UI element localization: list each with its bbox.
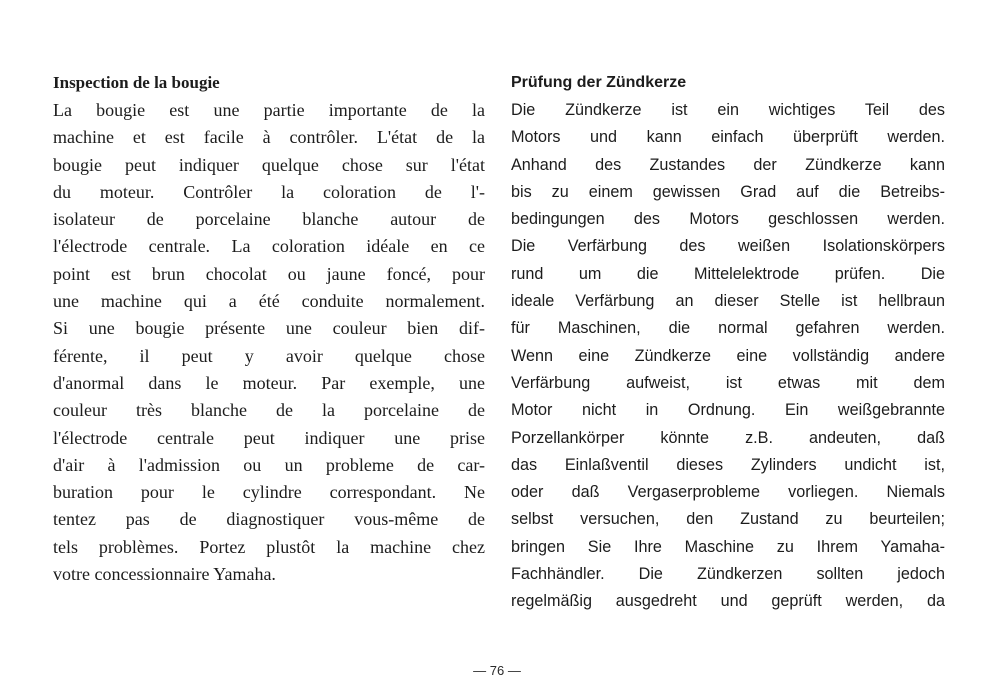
german-text-line: bringen Sie Ihre Maschine zu Ihrem Yamaha- xyxy=(511,537,945,556)
french-heading: Inspection de la bougie xyxy=(53,73,220,92)
french-column xyxy=(53,70,485,588)
french-text-line: bougie peut indiquer quelque chose sur l'état xyxy=(53,154,485,175)
german-text-line: bis zu einem gewissen Grad auf die Betreibs- xyxy=(511,182,945,201)
french-text-line: point est brun chocolat ou jaune foncé, pour xyxy=(53,263,485,284)
french-text-line: Si une bougie présente une couleur bien dif- xyxy=(53,318,485,339)
french-text-line: couleur très blanche de la porcelaine de xyxy=(53,400,485,421)
german-text-line: Verfärbung aufweist, ist etwas mit dem xyxy=(511,373,945,392)
german-text-line: Die Zündkerze ist ein wichtiges Teil des xyxy=(511,101,945,119)
french-text-line: buration pour le cylindre correspondant. Ne xyxy=(53,482,485,503)
french-text-line: La bougie est une partie importante de la xyxy=(53,100,485,120)
french-text-line: l'électrode centrale. La coloration idéale en ce xyxy=(53,236,485,257)
french-paragraph xyxy=(53,97,485,588)
german-paragraph xyxy=(511,97,945,616)
french-text-line: du moteur. Contrôler la coloration de l'- xyxy=(53,181,485,202)
french-text-line: tels problèmes. Portez plustôt la machine chez xyxy=(53,536,485,557)
page-number: — 76 — xyxy=(473,663,521,678)
german-text-line: oder daß Vergaserprobleme vorliegen. Niemals xyxy=(511,483,945,502)
german-text-line: Porzellankörper könnte z.B. andeuten, daß xyxy=(511,428,945,447)
german-text-line: rund um die Mittelelektrode prüfen. Die xyxy=(511,264,945,283)
french-text-line: l'électrode centrale peut indiquer une prise xyxy=(53,427,485,448)
german-text-line: Anhand des Zustandes der Zündkerze kann xyxy=(511,155,945,174)
german-text-line: Die Verfärbung des weißen Isolationskörpers xyxy=(511,237,945,256)
german-text-line: das Einlaßventil dieses Zylinders undicht ist, xyxy=(511,455,945,474)
german-text-line: Motor nicht in Ordnung. Ein weißgebrannte xyxy=(511,401,945,420)
french-text-line: isolateur de porcelaine blanche autour de xyxy=(53,209,485,230)
german-text-line: Wenn eine Zündkerze eine vollständig andere xyxy=(511,346,945,365)
german-text-line: Motors und kann einfach überprüft werden. xyxy=(511,128,945,147)
german-text-line: selbst versuchen, den Zustand zu beurteilen; xyxy=(511,510,945,529)
french-text-line: d'anormal dans le moteur. Par exemple, une xyxy=(53,372,485,393)
french-text-line: votre concessionnaire Yamaha. xyxy=(53,564,276,585)
german-text-line: Fachhändler. Die Zündkerzen sollten jedoch xyxy=(511,565,945,584)
french-text-line: machine et est facile à contrôler. L'état de la xyxy=(53,127,485,148)
german-heading: Prüfung der Zündkerze xyxy=(511,74,687,91)
french-text-line: d'air à l'admission ou un probleme de car- xyxy=(53,454,485,475)
german-text-line: für Maschinen, die normal gefahren werden. xyxy=(511,319,945,338)
german-text-line: regelmäßig ausgedreht und geprüft werden, da xyxy=(511,592,945,611)
german-text-line: bedingungen des Motors geschlossen werden. xyxy=(511,210,945,229)
french-text-line: une machine qui a été conduite normalement. xyxy=(53,291,485,312)
german-column xyxy=(511,70,945,616)
french-text-line: férente, il peut y avoir quelque chose xyxy=(53,345,485,366)
french-text-line: tentez pas de diagnostiquer vous-même de xyxy=(53,509,485,530)
german-text-line: ideale Verfärbung an dieser Stelle ist hellbraun xyxy=(511,292,945,311)
